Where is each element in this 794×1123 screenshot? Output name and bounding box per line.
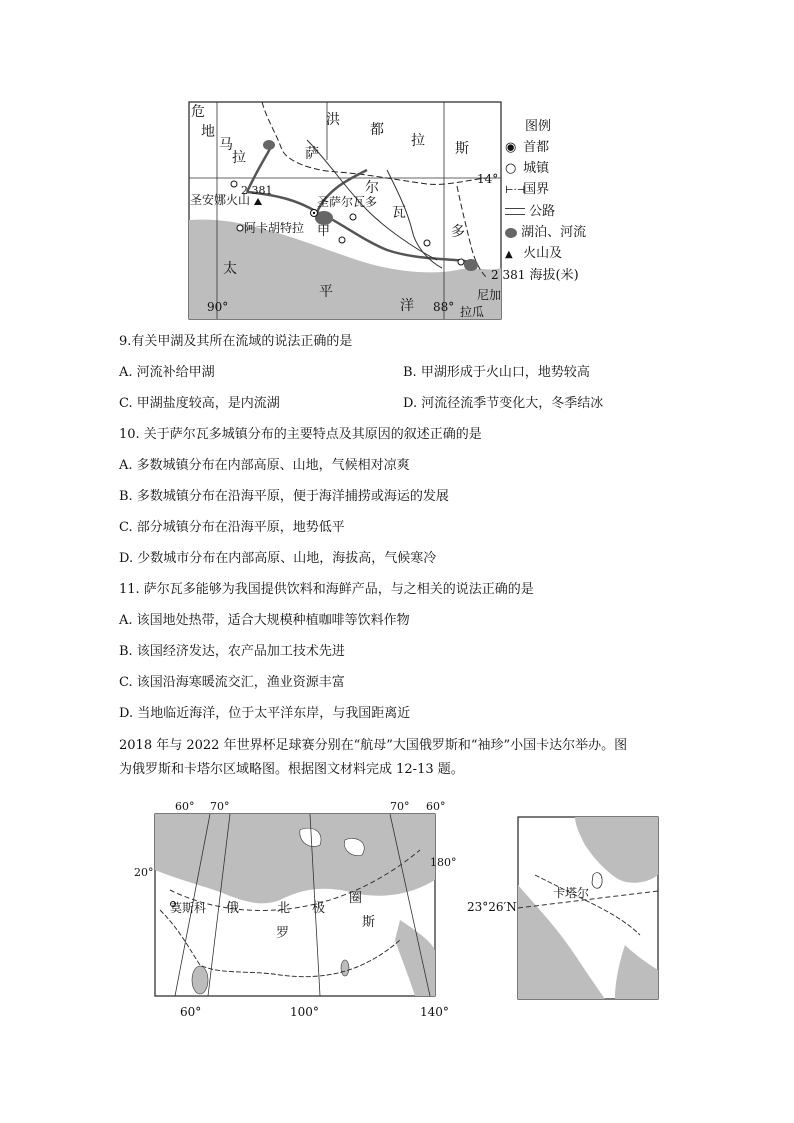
legend-road: 公路 (529, 204, 556, 219)
label-guatemala-1: 危 (191, 104, 205, 120)
label-moscow: 莫斯科 (170, 901, 207, 915)
label-honduras-4: 斯 (455, 141, 469, 157)
russia-top-lon-2: 70° (210, 800, 230, 813)
label-pacific-2: 平 (319, 284, 333, 300)
label-volcano-elevation: 2 381 (241, 184, 273, 197)
question-10-stem: 10. 关于萨尔瓦多城镇分布的主要特点及其原因的叙述正确的是 (119, 427, 482, 442)
question-10-option-c: C. 部分城镇分布在沿海平原，地势低平 (119, 520, 345, 535)
legend-capital: 首都 (523, 140, 550, 155)
label-arctic-1: 北 (277, 901, 291, 916)
label-russia-2: 罗 (276, 926, 290, 941)
intro-paragraph: 2018 年与 2022 年世界杯足球赛分别在“航母”大国俄罗斯和“袖珍”小国卡达尔举办。图为俄罗斯和卡塔尔区域略图。根据图文材料完成 12-13 题。 (119, 738, 628, 777)
label-lat14: 14° (477, 172, 499, 186)
legend-border: 国界 (523, 182, 550, 197)
legend-town: 城镇 (523, 161, 550, 176)
label-honduras-1: 洪 (326, 112, 340, 128)
map-russia (130, 800, 457, 1022)
label-elsalvador-2: 尔 (365, 180, 379, 196)
label-honduras-2: 都 (370, 122, 384, 138)
label-elsalvador-4: 多 (451, 224, 465, 240)
label-guatemala-3: 马 (219, 137, 233, 153)
label-lon90: 90° (207, 300, 229, 314)
border-icon: ⊢·⊣ (505, 185, 526, 196)
map1-legend (491, 116, 605, 286)
question-11-option-b: B. 该国经济发达，农产品加工技术先进 (119, 644, 345, 659)
russia-lon-180: 180° (430, 856, 457, 869)
town-icon: ○ (505, 161, 517, 176)
russia-top-lon-3: 70° (390, 800, 410, 813)
question-11-option-a: A. 该国地处热带，适合大规模种植咖啡等饮料作物 (119, 613, 410, 628)
label-lake-jia: 甲 (317, 224, 331, 239)
question-9-option-b: B. 甲湖形成于火山口，地势较高 (403, 365, 590, 380)
label-santa-ana-volcano: 圣安娜火山 (190, 193, 251, 207)
label-pacific-1: 太 (223, 261, 237, 277)
volcano-legend-icon: ▲ (505, 249, 513, 260)
label-guatemala-4: 拉 (232, 150, 246, 166)
label-russia-1: 俄 (226, 901, 240, 916)
label-nicaragua-2: 拉瓜 (460, 305, 485, 319)
label-arctic-2: 极 (312, 901, 326, 916)
label-elsalvador-3: 瓦 (392, 205, 406, 221)
lake-river-icon (505, 228, 517, 238)
capital-icon: ◉ (505, 140, 517, 155)
question-9-option-c: C. 甲湖盐度较高，是内流湖 (119, 396, 280, 411)
question-11-option-c: C. 该国沿海寒暖流交汇，渔业资源丰富 (119, 675, 345, 690)
russia-bottom-lon-2: 100° (290, 1005, 319, 1019)
road-icon (505, 208, 525, 215)
label-russia-3: 斯 (362, 915, 376, 930)
qatar-map-graphic (465, 815, 665, 1005)
map-el-salvador (187, 100, 587, 322)
el-salvador-map-graphic (187, 100, 526, 322)
question-10-option-a: A. 多数城镇分布在内部高原、山地，气候相对凉爽 (119, 458, 410, 473)
label-san-salvador: 圣萨尔瓦多 (317, 195, 378, 209)
label-elsalvador-1: 萨 (305, 146, 319, 162)
question-10-option-b: B. 多数城镇分布在沿海平原，便于海洋捕捞或海运的发展 (119, 489, 449, 504)
russia-top-lon-4: 60° (426, 800, 446, 813)
question-9-stem: 9.有关甲湖及其所在流域的说法正确的是 (119, 334, 353, 349)
question-9-option-d: D. 河流径流季节变化大，冬季结冰 (403, 396, 604, 411)
label-arctic-3: 圈 (349, 891, 363, 906)
russia-lat-20: 20° (134, 866, 154, 879)
label-nicaragua-1: 尼加 (477, 288, 502, 302)
question-11-stem: 11. 萨尔瓦多能够为我国提供饮料和海鲜产品，与之相关的说法正确的是 (119, 582, 534, 597)
question-9-option-a: A. 河流补给甲湖 (119, 365, 215, 380)
legend-volcano-2: 海拔(米) (529, 268, 579, 283)
legend-volcano-1: 火山及 (523, 246, 563, 261)
russia-map-graphic (130, 800, 457, 1022)
label-acajutla: 阿卡胡特拉 (244, 221, 305, 235)
label-tropic-latitude: 23°26′N (467, 900, 517, 914)
label-qatar: 卡塔尔 (553, 886, 590, 900)
label-lon88: 88° (433, 300, 455, 314)
map-qatar (465, 815, 665, 1005)
label-pacific-3: 洋 (400, 298, 414, 314)
label-honduras-3: 拉 (411, 133, 425, 149)
question-10-option-d: D. 少数城市分布在内部高原、山地，海拔高，气候寒冷 (119, 551, 437, 566)
legend-volcano-elev: 2 381 (491, 268, 526, 282)
question-11-option-d: D. 当地临近海洋，位于太平洋东岸，与我国距离近 (119, 706, 411, 721)
legend-title: 图例 (525, 119, 552, 134)
label-guatemala-2: 地 (201, 124, 215, 140)
russia-bottom-lon-1: 60° (180, 1005, 202, 1019)
russia-bottom-lon-3: 140° (420, 1005, 449, 1019)
russia-top-lon-1: 60° (175, 800, 195, 813)
legend-lake-river: 湖泊、河流 (521, 225, 587, 240)
